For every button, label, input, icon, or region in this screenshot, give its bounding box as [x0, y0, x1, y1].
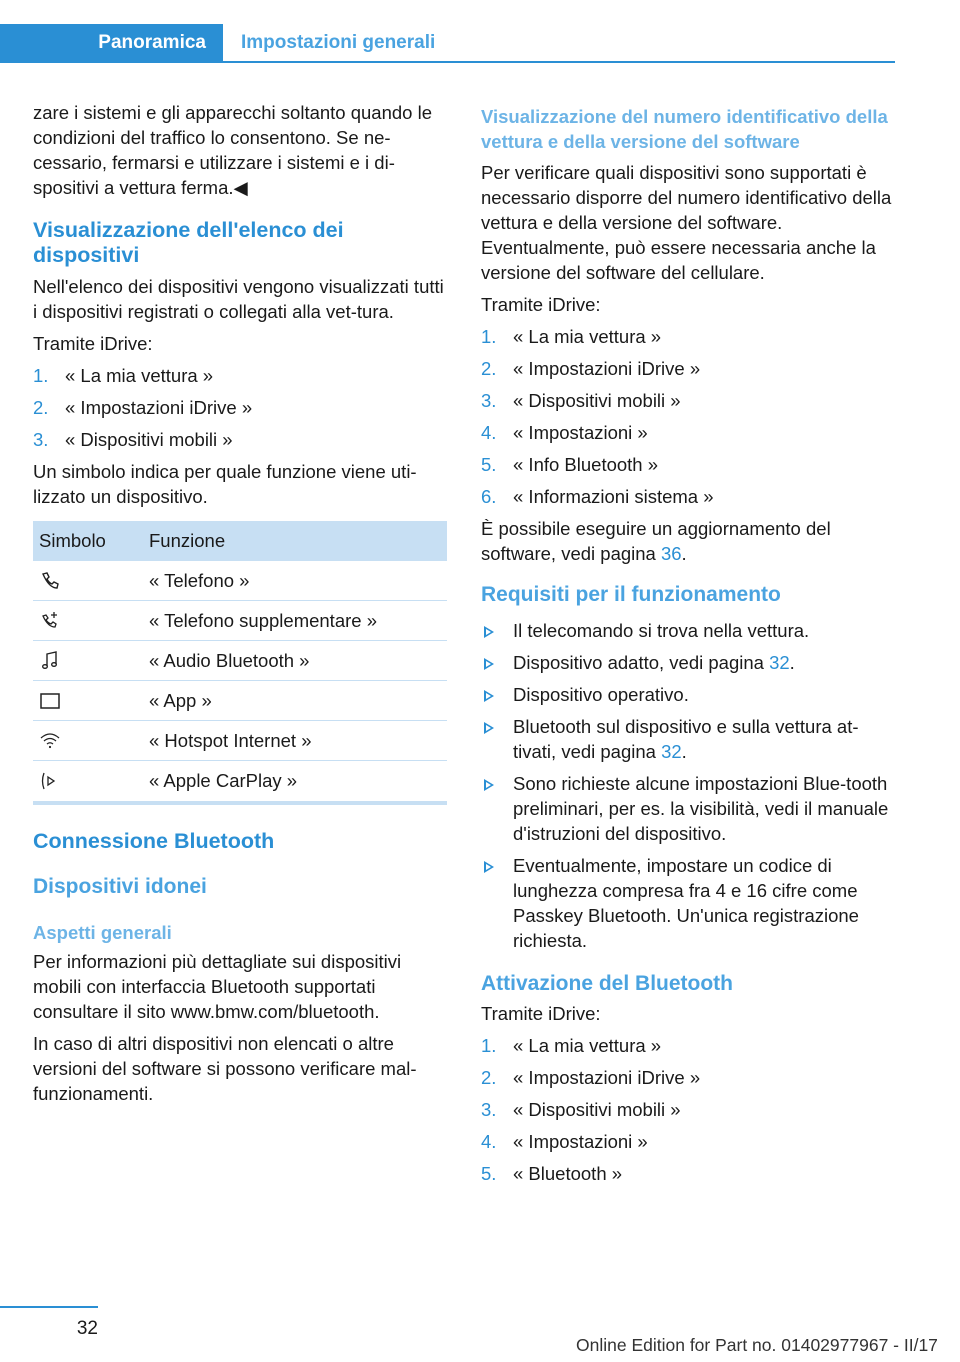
step-text: « Impostazioni iDrive » — [65, 397, 253, 418]
step-number: 2. — [33, 397, 49, 418]
page-link-32[interactable]: 32 — [661, 741, 682, 762]
bullet-text: Eventualmente, impostare un codice di lunghezza compresa fra 4 e 16 cifre come Passkey Bluetooth. Un'unica registrazione richiesta. — [513, 855, 859, 951]
list-item — [33, 395, 447, 420]
list-item — [481, 771, 901, 846]
list-item — [481, 1161, 901, 1186]
step-number: 4. — [481, 422, 497, 443]
table-row — [33, 601, 447, 641]
function-label: « Audio Bluetooth » — [143, 641, 447, 681]
bullet-triangle-icon — [484, 722, 494, 734]
list-item — [481, 324, 901, 349]
step-text: « Bluetooth » — [513, 1163, 623, 1184]
carplay-icon — [33, 761, 143, 801]
via-idrive-label: Tramite iDrive: — [481, 1003, 601, 1024]
subsection-title-suitable-devices: Dispositivi idonei — [33, 875, 207, 898]
general-text-2: In caso di altri dispositivi non elencati o altre versioni del software si possono verificare mal‐funzionamenti. — [33, 1033, 417, 1104]
app-square-icon — [33, 681, 143, 721]
step-text: « La mia vettura » — [65, 365, 214, 386]
step-text: « Dispositivi mobili » — [65, 429, 233, 450]
function-label: « Telefono supplementare » — [143, 601, 447, 641]
list-item — [481, 484, 901, 509]
list-item — [481, 1033, 901, 1058]
bullet-text: Dispositivo adatto, vedi pagina — [513, 652, 770, 673]
wifi-icon — [33, 721, 143, 761]
vin-steps — [481, 324, 901, 509]
step-text: « Impostazioni » — [513, 1131, 648, 1152]
step-text: « Info Bluetooth » — [513, 454, 659, 475]
function-label: « Apple CarPlay » — [149, 769, 298, 791]
subsection-title-general: Aspetti generali — [33, 922, 172, 943]
edition-text: Online Edition for Part no. 01402977967 - II/17 — [576, 1335, 938, 1355]
via-idrive-label: Tramite iDrive: — [481, 294, 601, 315]
tab-panoramica[interactable]: Panoramica — [0, 24, 223, 62]
table-row — [33, 641, 447, 681]
left-column — [33, 100, 447, 1113]
step-text: « Informazioni sistema » — [513, 486, 714, 507]
step-number: 6. — [481, 486, 497, 507]
step-number: 2. — [481, 1067, 497, 1088]
footer-rule — [0, 1306, 98, 1308]
list-item: Bluetooth sul dispositivo e sulla vettura at‐tivati, vedi pagina 32. — [481, 714, 901, 764]
bullet-text: Bluetooth sul dispositivo e sulla vettura at‐tivati, vedi pagina — [513, 716, 859, 762]
section-title-requirements: Requisiti per il funzionamento — [481, 583, 781, 606]
list-item — [481, 420, 901, 445]
bullet-text: Il telecomando si trova nella vettura. — [513, 620, 810, 641]
step-number: 3. — [33, 429, 49, 450]
section-title-bt-activation: Attivazione del Bluetooth — [481, 972, 733, 995]
list-item — [33, 363, 447, 388]
bullet-triangle-icon — [484, 658, 494, 670]
list-item — [481, 1097, 901, 1122]
device-list-text: Nell'elenco dei dispositivi vengono visualizzati tutti i dispositivi registrati o collegati alla vet‐tura. — [33, 276, 444, 322]
bullet-triangle-icon — [484, 861, 494, 873]
list-item: Dispositivo adatto, vedi pagina 32. — [481, 650, 901, 675]
step-number: 1. — [481, 326, 497, 347]
via-idrive-label: Tramite iDrive: — [33, 333, 153, 354]
col-header-function: Funzione — [143, 521, 447, 561]
step-number: 5. — [481, 454, 497, 475]
symbol-text: Un simbolo indica per quale funzione viene uti‐lizzato un dispositivo. — [33, 461, 417, 507]
section-title-device-list: Visualizzazione dell'elenco dei dispositivi — [33, 218, 344, 267]
list-item — [481, 1065, 901, 1090]
list-item — [481, 682, 901, 707]
bullet-triangle-icon — [484, 690, 494, 702]
step-text: « Impostazioni » — [513, 422, 648, 443]
table-row — [33, 681, 447, 721]
bullet-text: Sono richieste alcune impostazioni Blue‐tooth preliminari, per es. la visibilità, vedi il manuale d'istruzioni del dispositivo. — [513, 773, 889, 844]
phone-secondary-icon — [33, 601, 143, 641]
device-list-steps — [33, 363, 447, 452]
header-tabs — [0, 24, 895, 62]
list-item — [481, 356, 901, 381]
list-item — [481, 853, 901, 953]
list-item — [481, 388, 901, 413]
tab-impostazioni-generali[interactable]: Impostazioni generali — [241, 32, 436, 53]
requirements-list — [481, 618, 901, 953]
update-text-body: È possibile eseguire un aggiornamento del software, vedi pagina — [481, 518, 831, 564]
list-item — [481, 618, 901, 643]
function-label: « Hotspot Internet » — [143, 721, 447, 761]
step-number: 2. — [481, 358, 497, 379]
bullet-triangle-icon — [484, 779, 494, 791]
vin-title: Visualizzazione del numero identificativo della vettura e della versione del software — [481, 106, 888, 152]
music-note-icon — [33, 641, 143, 681]
function-label: « Telefono » — [143, 561, 447, 601]
list-item — [481, 452, 901, 477]
symbol-table — [33, 521, 447, 800]
intro-paragraph: zare i sistemi e gli apparecchi soltanto quando le condizioni del traffico lo consentono. Se ne‐cessario, fermarsi e utilizzare i sistemi e i di‐spositivi a vettura ferma.◀ — [33, 102, 433, 198]
page-link-32[interactable]: 32 — [769, 652, 790, 673]
step-text: « Impostazioni iDrive » — [513, 358, 701, 379]
step-number: 1. — [33, 365, 49, 386]
page-link-36[interactable]: 36 — [660, 543, 682, 564]
function-label: « App » — [143, 681, 447, 721]
table-bottom-rule — [33, 801, 447, 805]
step-number: 4. — [481, 1131, 497, 1152]
step-number: 5. — [481, 1163, 497, 1184]
table-row — [33, 721, 447, 761]
update-text: È possibile eseguire un aggiornamento del software, vedi pagina 36. — [481, 518, 831, 564]
right-column — [481, 100, 901, 1193]
activation-steps — [481, 1033, 901, 1186]
step-text: « Dispositivi mobili » — [513, 390, 681, 411]
bullet-triangle-icon — [484, 626, 494, 638]
step-number: 3. — [481, 1099, 497, 1120]
step-number: 3. — [481, 390, 497, 411]
general-text-1: Per informazioni più dettagliate sui dispositivi mobili con interfaccia Bluetooth supportati consultare il sito www.bmw.com/bluetooth. — [33, 951, 402, 1022]
step-text: « La mia vettura » — [513, 326, 662, 347]
col-header-symbol: Simbolo — [33, 521, 143, 561]
section-title-bluetooth: Connessione Bluetooth — [33, 829, 275, 853]
table-row — [33, 761, 447, 801]
vin-text: Per verificare quali dispositivi sono supportati è necessario disporre del numero identificativo della vettura e della versione del software. Eventualmente, può essere necessaria anche la versione del software del cellulare. — [481, 162, 892, 283]
step-number: 1. — [481, 1035, 497, 1056]
table-row — [33, 561, 447, 601]
list-item — [33, 427, 447, 452]
bullet-text: Dispositivo operativo. — [513, 684, 689, 705]
page-number: 32 — [76, 1318, 98, 1339]
table-header-row — [33, 521, 447, 561]
step-text: « Impostazioni iDrive » — [513, 1067, 701, 1088]
list-item — [481, 1129, 901, 1154]
header-rule — [0, 61, 895, 63]
step-text: « La mia vettura » — [513, 1035, 662, 1056]
phone-icon — [33, 561, 143, 601]
step-text: « Dispositivi mobili » — [513, 1099, 681, 1120]
